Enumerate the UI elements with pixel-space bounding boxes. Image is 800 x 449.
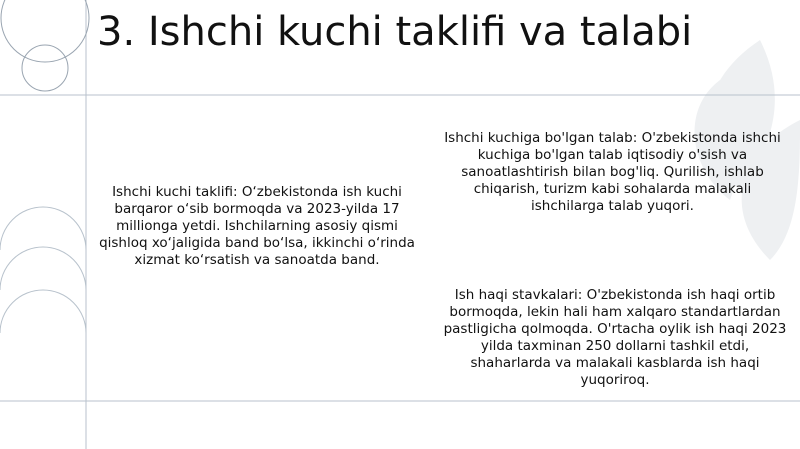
slide-title: 3. Ishchi kuchi taklifi va talabi [97,9,693,55]
wage-rates-text: Ish haqi stavkalari: O'zbekistonda ish haqi ortib bormoqda, lekin hali ham xalqaro standartlardan pastligicha qolmoqda. O'rtacha oylik ish haqi 2023 yilda taxminan 250 dollarni tashkil etdi, shaharlarda va malakali kasblarda ish haqi yuqoriroq. [443,287,787,388]
decor-circles-top [1,0,89,91]
labor-demand-text: Ishchi kuchiga bo'lgan talab: O'zbekistonda ishchi kuchiga bo'lgan talab iqtisodiy o'sish va sanoatlashtirish bilan bog'liq. Qurilish, ishlab chiqarish, turizm kabi sohalarda malakali ishchilarga talab yuqori. [444,130,781,214]
decor-arches-left [0,207,86,333]
labor-supply-text: Ishchi kuchi taklifi: O‘zbekistonda ish kuchi barqaror o‘sib bormoqda va 2023-yilda 17 millionga yetdi. Ishchilarning asosiy qismi qishloq xo‘jaligida band bo‘lsa, ikkinchi o‘rinda xizmat ko‘rsatish va sanoatda band. [99,184,415,268]
